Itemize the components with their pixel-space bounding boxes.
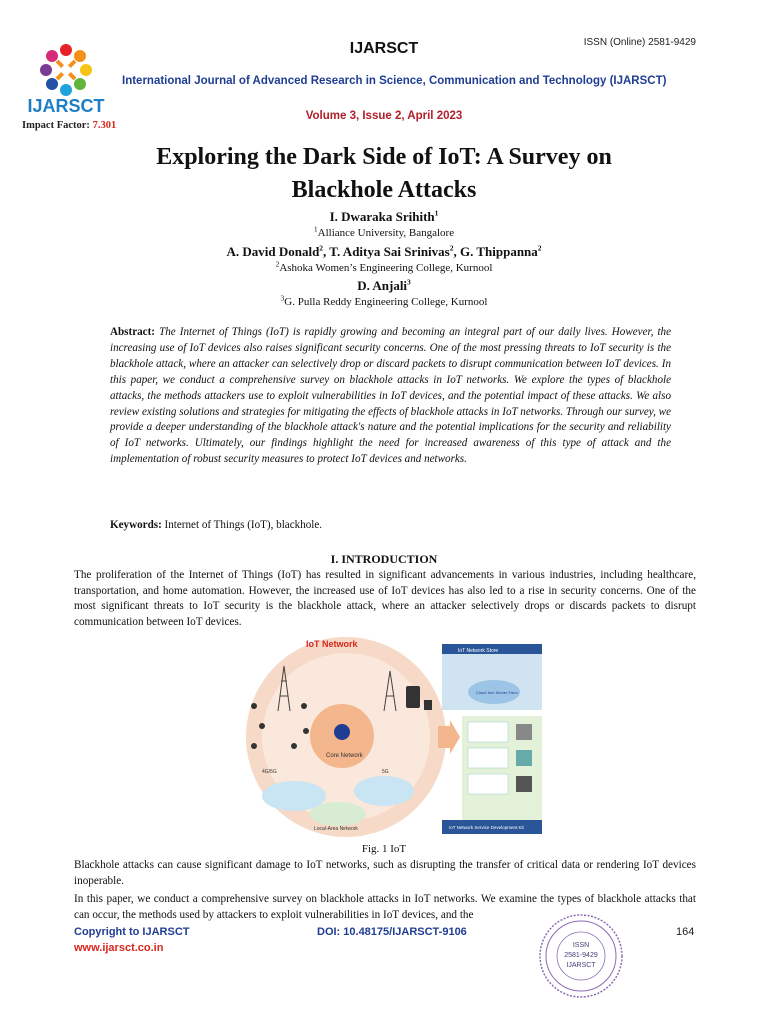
author-sup: 2	[449, 243, 454, 253]
page-number: 164	[676, 926, 695, 938]
author-sup: 2	[319, 243, 324, 253]
iot-network-diagram	[234, 636, 554, 838]
author-sup: 3	[407, 277, 411, 287]
intro-paragraph-2: Blackhole attacks can cause significant damage to IoT networks, such as disrupting the transfer of critical data or rendering IoT devices inoperable.	[74, 859, 696, 887]
affiliation-1	[0, 224, 768, 239]
seal-journal-name: IJARSCT	[566, 962, 596, 969]
seal-issn-number: 2581-9429	[564, 952, 598, 959]
author-name: , G. Thippanna	[453, 244, 538, 259]
affiliation-sup: 1	[313, 224, 318, 234]
intro-paragraph-1: The proliferation of the Internet of Things (IoT) has resulted in significant advancements in various industries, including healthcare, transportation, and home automation. However, the increased use of IoT devices has also led to a rise in security concerns. One of the most significant threats to IoT security is the blackhole attack, where an attacker selectively drops or discards packets to disrupt communication between IoT devices.	[74, 569, 696, 628]
issn-seal-stamp	[538, 913, 624, 999]
section-heading-introduction: I. INTRODUCTION	[330, 552, 438, 566]
figure-iot-network	[234, 636, 554, 838]
paper-title-line-1: Exploring the Dark Side of IoT: A Survey on	[156, 144, 612, 170]
author-line-3	[0, 278, 768, 294]
figure-caption: Fig. 1 IoT	[361, 843, 407, 855]
author-name: D. Anjali	[357, 278, 408, 293]
abstract	[110, 325, 671, 468]
author-line-2	[0, 244, 768, 260]
affiliation-text: Alliance University, Bangalore	[317, 227, 455, 239]
intro-paragraph-3: In this paper, we conduct a comprehensive survey on blackhole attacks in IoT networks. We examine the types of blackhole attacks that can occur, the methods used by attackers to exploit vulnerabilities in IoT devices, and the	[74, 893, 696, 921]
affiliation-sup: 2	[275, 259, 280, 269]
impact-factor-label: Impact Factor:	[22, 120, 90, 131]
abstract-text: The Internet of Things (IoT) is rapidly growing and becoming an integral part of our daily lives. However, the increasing use of IoT devices also raises significant security concerns. One of the most pressing threats to IoT security is the blackhole attack, where an attacker can selectively drop or discard packets to disrupt communication between IoT devices. In this paper, we conduct a comprehensive survey on blackhole attacks in IoT networks. We explore the types of blackhole attacks, the methods attackers use to exploit vulnerabilities in IoT devices, and the potential impact of these attacks. We also review existing solutions and strategies for mitigating the effects of blackhole attacks in IoT networks. Through our survey, we provide a deeper understanding of the blackhole attack's nature and the potential implications for the security and reliability of IoT networks. Ultimately, our findings highlight the need for increased awareness of this type of attack and the implementation of robust security measures to protect IoT devices and networks.	[110, 326, 671, 466]
author-name: A. David Donald	[226, 244, 320, 259]
journal-full-name: International Journal of Advanced Research in Science, Communication and Technology (IJARSCT)	[122, 75, 667, 87]
affiliation-text: Ashoka Women’s Engineering College, Kurnool	[279, 262, 493, 274]
figure-label-network: IoT Network	[306, 639, 358, 649]
affiliation-2	[0, 259, 768, 274]
issn-seal	[538, 913, 624, 999]
figure-label-core: Core Network	[326, 753, 363, 759]
footer-doi[interactable]: DOI: 10.48175/IJARSCT-9106	[317, 926, 467, 938]
figure-label-cloud: Cloud Iron Server Farm	[476, 690, 518, 695]
footer-copyright: Copyright to IJARSCT	[74, 926, 190, 938]
paper-title	[80, 141, 688, 207]
paper-title-line-2: Blackhole Attacks	[291, 177, 477, 203]
seal-issn-label: ISSN	[572, 942, 590, 949]
figure-label-store: IoT Network Store	[458, 648, 499, 654]
svg-text:IJARSCT: IJARSCT	[27, 96, 105, 116]
keywords-text: Internet of Things (IoT), blackhole.	[164, 519, 323, 531]
author-sup: 2	[537, 243, 542, 253]
keywords-label: Keywords:	[110, 519, 162, 531]
footer-website-link[interactable]: www.ijarsct.co.in	[74, 942, 164, 954]
figure-label-4g: 4G/5G	[262, 769, 277, 775]
volume-issue: Volume 3, Issue 2, April 2023	[305, 110, 463, 122]
abstract-label: Abstract:	[110, 326, 155, 338]
keywords	[110, 519, 322, 531]
affiliation-sup: 3	[280, 293, 285, 303]
figure-label-kit: IoT Network Service Development Kit	[449, 825, 524, 830]
figure-label-5g: 5G	[382, 769, 389, 775]
author-name: , T. Aditya Sai Srinivas	[323, 244, 450, 259]
impact-factor-value: 7.301	[92, 120, 117, 131]
affiliation-3	[0, 293, 768, 308]
journal-short-name: IJARSCT	[349, 40, 419, 57]
author-line-1	[0, 209, 768, 225]
affiliation-text: G. Pulla Reddy Engineering College, Kurnool	[284, 296, 488, 308]
figure-label-lan: Local-Area Network	[314, 826, 358, 832]
issn-online: ISSN (Online) 2581-9429	[583, 37, 696, 48]
author-name: I. Dwaraka Srihith	[329, 209, 435, 224]
author-sup: 1	[434, 208, 439, 218]
